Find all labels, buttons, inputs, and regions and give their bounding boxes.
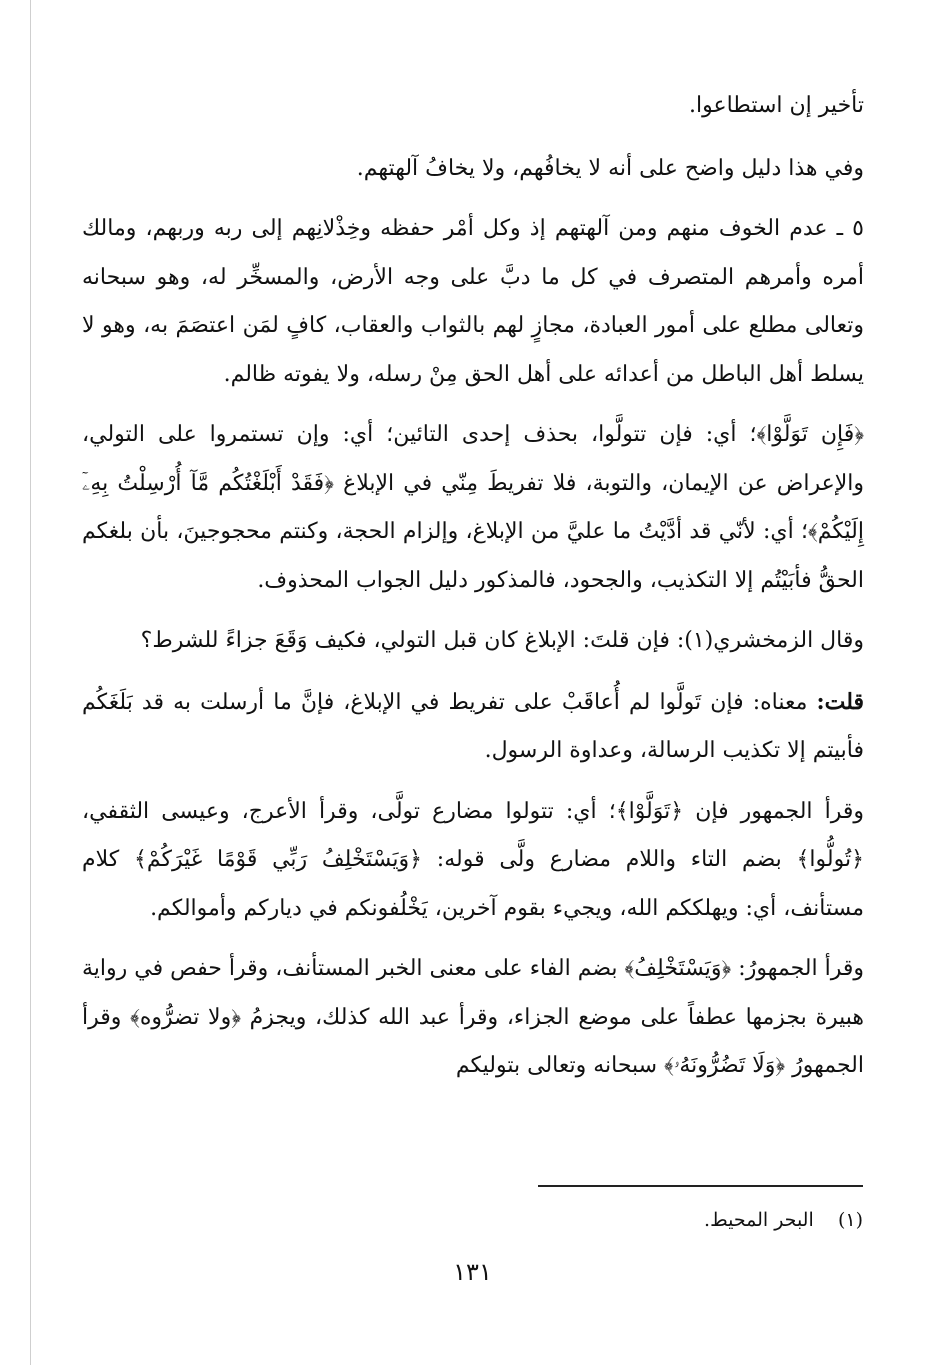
paragraph-1: تأخير إن استطاعوا. bbox=[689, 93, 864, 118]
paragraph-5: وقال الزمخشري(١): فإن قلتَ: الإبلاغ كان قبل التولي، فكيف وَقَعَ جزاءً للشرط؟ bbox=[140, 628, 864, 653]
page-number: ١٣١ bbox=[453, 1258, 492, 1286]
paragraph-8: وقرأ الجمهورُ: ﴿وَيَسْتَخْلِفُ﴾ بضم الفاء على معنى الخبر المستأنف، وقرأ حفص في رواية هبيرة بجزمها عطفاً على موضع الجزاء، وقرأ عبد الله كذلك، ويجزمُ ﴿ولا تضرُّوه﴾ وقرأ الجمهورُ ﴿وَلَا تَضُرُّونَهُۥ﴾ سبحانه وتعالى بتوليكم bbox=[82, 956, 864, 1078]
page-body bbox=[82, 82, 864, 1103]
footnote bbox=[704, 1205, 863, 1235]
footnote-marker: (١) bbox=[837, 1209, 863, 1231]
paragraph-6 bbox=[82, 678, 864, 776]
paragraph-3: ٥ ـ عدم الخوف منهم ومن آلهتهم إذ وكل أمْر حفظه وخِذْلانِهم إلى ربه وربهم، ومالك أمره وأمرهم المتصرف في كل ما دبَّ على وجه الأرض، والمسخِّر له، وهو سبحانه وتعالى مطلع على أمور العبادة، مجازٍ لهم بالثواب والعقاب، كافٍ لمَن اعتصَمَ به، وهو لا يسلط أهل الباطل من أعدائه على أهل الحق مِنْ رسله، ولا يفوته ظالم. bbox=[82, 216, 864, 387]
footnote-text: البحر المحيط. bbox=[704, 1209, 814, 1231]
paragraph-6-text: معناه: فإن تَولَّوا لم أُعاقَبْ على تفريط في الإبلاغ، فإنَّ ما أرسلت به قد بَلَغَكُم فأبيتم إلا تكذيب الرسالة، وعداوة الرسول. bbox=[82, 689, 864, 763]
paragraph-6-lead: قلت: bbox=[816, 688, 864, 715]
paragraph-4: ﴿فَإِن تَوَلَّوْا﴾؛ أي: فإن تتولَّوا، بحذف إحدى التائين؛ أي: وإن تستمروا على التولي، والإعراض عن الإيمان، والتوبة، فلا تفريطَ مِنّي في الإبلاغ ﴿فَقَدْ أَبْلَغْتُكُم مَّآ أُرْسِلْتُ بِهِۦٓ إِلَيْكُمْ﴾؛ أي: لأنّي قد أدَّيْتُ ما عليَّ من الإبلاغ، وإلزام الحجة، وكنتم محجوجينَ، بأن بلغكم الحقُّ فأبَيْتُم إلا التكذيب، والجحود، فالمذكور دليل الجواب المحذوف. bbox=[82, 422, 864, 593]
paragraph-2: وفي هذا دليل واضح على أنه لا يخافُهم، ولا يخافُ آلهتهم. bbox=[356, 155, 864, 181]
paragraph-7: وقرأ الجمهور فإن ﴿تَوَلَّوْا﴾؛ أي: تتولوا مضارع تولَّى، وقرأ الأعرج، وعيسى الثقفي، ﴿تُولُّوا﴾ بضم التاء واللام مضارع ولَّى قوله: ﴿وَيَسْتَخْلِفُ رَبِّي قَوْمًا غَيْرَكُمْ﴾ كلام مستأنف، أي: ويهلككم الله، ويجيء بقوم آخرين، يَخْلُفونكم في دياركم وأموالكم. bbox=[82, 798, 864, 921]
footnote-separator bbox=[538, 1185, 863, 1187]
page-edge-line bbox=[30, 0, 31, 1365]
